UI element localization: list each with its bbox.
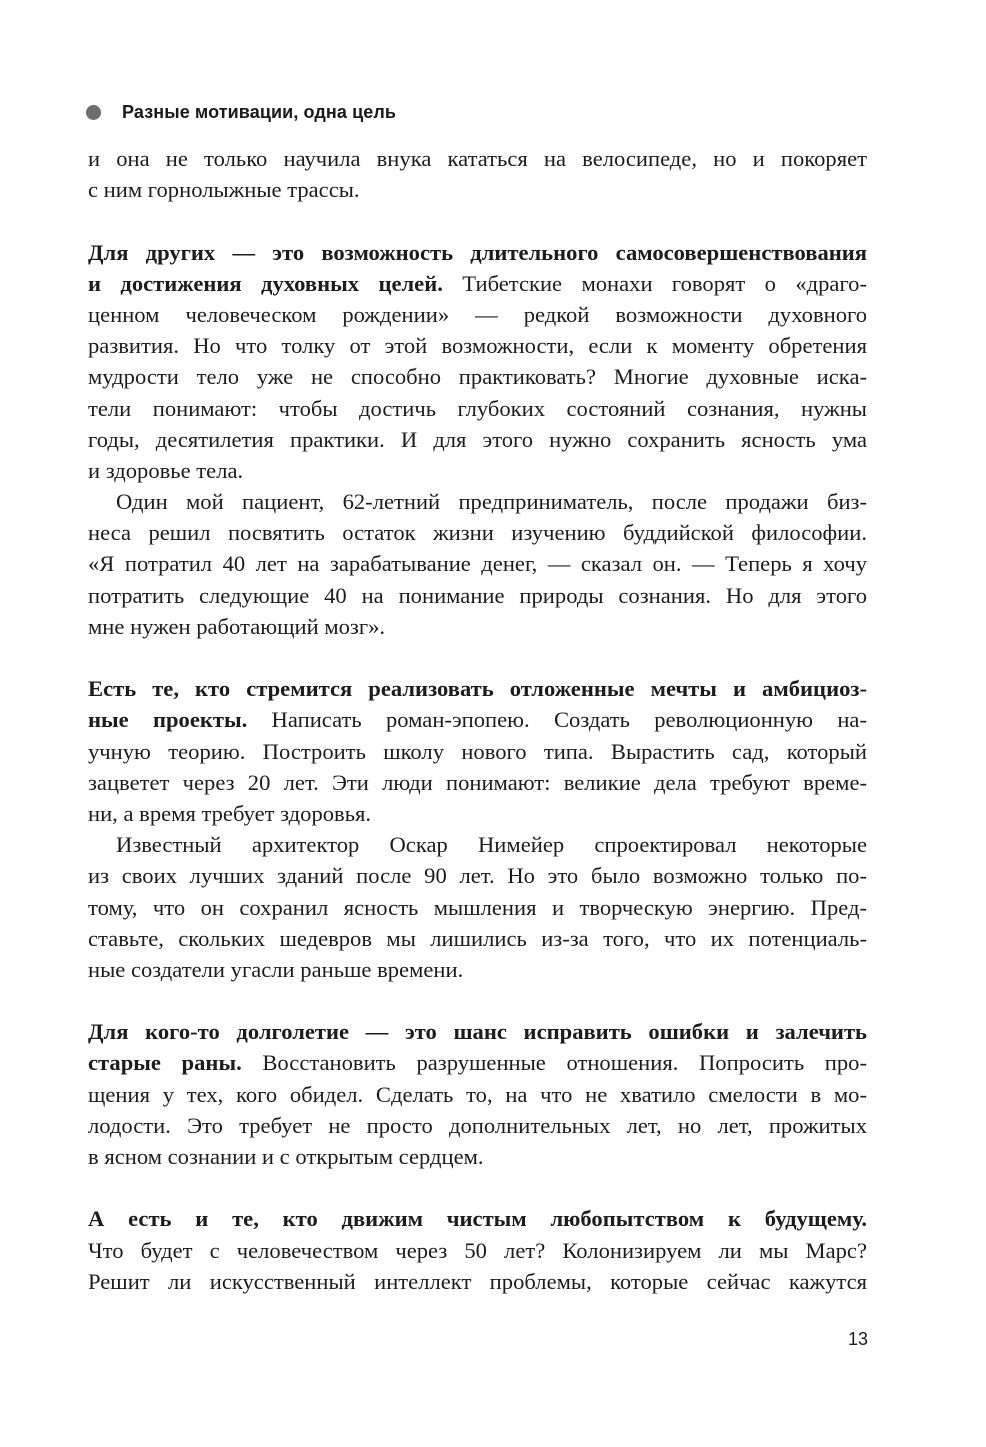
text-run: из своих лучших зданий после 90 лет. Но это было возможно только по-: [88, 863, 867, 889]
text-line: [88, 361, 867, 392]
text-line: [88, 268, 867, 299]
text-run: развития. Но что толку от этой возможности, если к моменту обретения: [88, 333, 867, 359]
text-line: [88, 237, 867, 268]
text-line: [88, 954, 867, 985]
page-number: 13: [847, 1329, 868, 1349]
text-line: [88, 1203, 867, 1234]
text-line: [88, 143, 867, 174]
text-line: [88, 299, 867, 330]
text-run: и она не только научила внука кататься на велосипеде, но и покоряет: [88, 146, 867, 171]
text-run: ные создатели угасли раньше времени.: [88, 956, 464, 982]
text-run: потратить следующие 40 на понимание природы сознания. Но для этого: [88, 582, 867, 608]
text-line: [88, 393, 867, 424]
body-text: [88, 143, 867, 1297]
text-run: неса решил посвятить остаток жизни изучению буддийской философии.: [88, 520, 867, 546]
text-run: ни, а время требует здоровья.: [88, 800, 372, 826]
text-line: [88, 860, 867, 891]
text-run: щения у тех, кого обидел. Сделать то, на что не хватило смелости в мо-: [88, 1081, 867, 1107]
bold-lead-text: Для кого-то долголетие — это шанс исправить ошибки и залечить: [88, 1019, 867, 1045]
text-line: [88, 892, 867, 923]
bold-lead-text: и достижения духовных целей.: [88, 270, 443, 296]
text-line: [88, 829, 867, 860]
text-run: тели понимают: чтобы достичь глубоких состояний сознания, нужны: [88, 395, 867, 421]
paragraph-spacer: [88, 985, 867, 1016]
text-run: лодости. Это требует не просто дополнительных лет, но лет, прожитых: [88, 1112, 867, 1138]
bold-lead-text: А есть и те, кто движим чистым любопытством к будущему.: [88, 1206, 867, 1232]
text-line: [88, 548, 867, 579]
text-line: [88, 174, 867, 205]
text-run: «Я потратил 40 лет на зарабатывание денег, — сказал он. — Теперь я хочу: [88, 551, 867, 577]
text-line: [88, 486, 867, 517]
text-line: [88, 767, 867, 798]
text-line: [88, 798, 867, 829]
text-run: Что будет с человечеством через 50 лет? Колонизируем ли мы Марс?: [88, 1237, 867, 1263]
text-line: [88, 580, 867, 611]
bold-lead-text: старые раны.: [88, 1050, 242, 1076]
paragraph-spacer: [88, 1172, 867, 1203]
text-line: [88, 673, 867, 704]
text-run: мудрости тело уже не способно практиковать? Многие духовные иска-: [88, 364, 867, 390]
text-line: [88, 1016, 867, 1047]
text-run: тому, что он сохранил ясность мышления и творческую энергию. Пред-: [88, 894, 867, 920]
text-line: [88, 455, 867, 486]
text-run: Написать роман-эпопею. Создать революционную на-: [247, 707, 867, 733]
bold-lead-text: Есть те, кто стремится реализовать отложенные мечты и амбициоз-: [88, 676, 867, 702]
text-line: [88, 1110, 867, 1141]
text-run: Один мой пациент, 62-летний предприниматель, после продажи биз-: [116, 489, 867, 515]
text-run: Восстановить разрушенные отношения. Попросить про-: [241, 1050, 867, 1076]
text-run: годы, десятилетия практики. И для этого нужно сохранить ясность ума: [88, 426, 867, 452]
text-run: Известный архитектор Оскар Нимейер спроектировал некоторые: [116, 832, 867, 858]
text-run: и здоровье тела.: [88, 457, 244, 483]
text-line: [88, 517, 867, 548]
text-run: Тибетские монахи говорят о «драго-: [442, 270, 867, 296]
bullet-dot-icon: [86, 105, 101, 120]
text-run: с ним горнолыжные трассы.: [88, 177, 360, 203]
text-line: [88, 1079, 867, 1110]
text-line: [88, 1141, 867, 1172]
text-run: в ясном сознании и с открытым сердцем.: [88, 1144, 484, 1169]
paragraph-spacer: [88, 205, 867, 236]
text-line: [88, 424, 867, 455]
text-line: [88, 923, 867, 954]
text-run: Решит ли искусственный интеллект проблемы, которые сейчас кажутся: [88, 1268, 867, 1294]
bold-lead-text: Для других — это возможность длительного самосовершенствования: [88, 239, 867, 265]
text-line: [88, 1266, 867, 1297]
text-line: [88, 330, 867, 361]
running-head: [86, 100, 396, 124]
text-line: [88, 1235, 867, 1266]
running-head-title: Разные мотивации, одна цель: [122, 101, 397, 122]
text-run: зацветет через 20 лет. Эти люди понимают: великие дела требуют време-: [88, 769, 867, 795]
text-run: мне нужен работающий мозг».: [88, 613, 386, 639]
text-line: [88, 704, 867, 735]
paragraph-spacer: [88, 642, 867, 673]
text-run: учную теорию. Построить школу нового типа. Вырастить сад, который: [88, 738, 867, 764]
text-line: [88, 1047, 867, 1078]
bold-lead-text: ные проекты.: [88, 707, 248, 733]
text-line: [88, 736, 867, 767]
text-run: ставьте, скольких шедевров мы лишились из-за того, что их потенциаль-: [88, 925, 867, 951]
text-line: [88, 611, 867, 642]
text-run: ценном человеческом рождении» — редкой возможности духовного: [88, 301, 867, 327]
